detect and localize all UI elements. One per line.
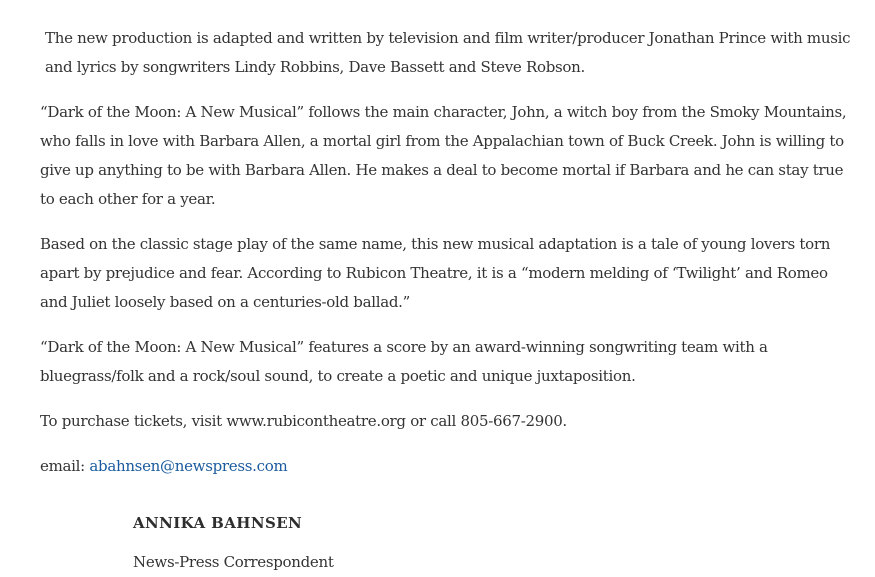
byline-author-name: ANNIKA BAHNSEN <box>133 514 303 532</box>
paragraph-production-credits: The new production is adapted and written by television and film writer/producer Jonathan Prince with music and lyrics by songwriters Lindy Robbins, Dave Bassett and Steve Robson. <box>45 29 851 76</box>
paragraph-score-description: “Dark of the Moon: A New Musical” features a score by an award-winning songwriting team with a bluegrass/folk and a rock/soul sound, to create a poetic and unique juxtaposition. <box>40 338 768 385</box>
byline-block <box>133 509 851 577</box>
email-link[interactable]: abahnsen@newspress.com <box>89 457 288 475</box>
byline-author-title: News-Press Correspondent <box>133 553 334 571</box>
email-label: email: <box>40 457 90 475</box>
email-line <box>40 452 851 481</box>
paragraph-ticket-info: To purchase tickets, visit www.rubicontheatre.org or call 805-667-2900. <box>40 412 567 430</box>
paragraph-story-summary: “Dark of the Moon: A New Musical” follows the main character, John, a witch boy from the Smoky Mountains, who falls in love with Barbara Allen, a mortal girl from the Appalachian town of Buck Creek. John is willing to give up anything to be with Barbara Allen. He makes a deal to become mortal if Barbara and he can stay true to each other for a year. <box>40 103 847 208</box>
paragraph-adaptation-background: Based on the classic stage play of the same name, this new musical adaptation is a tale of young lovers torn apart by prejudice and fear. According to Rubicon Theatre, it is a “modern melding of ‘Twilight’ and Romeo and Juliet loosely based on a centuries-old ballad.” <box>40 235 831 311</box>
